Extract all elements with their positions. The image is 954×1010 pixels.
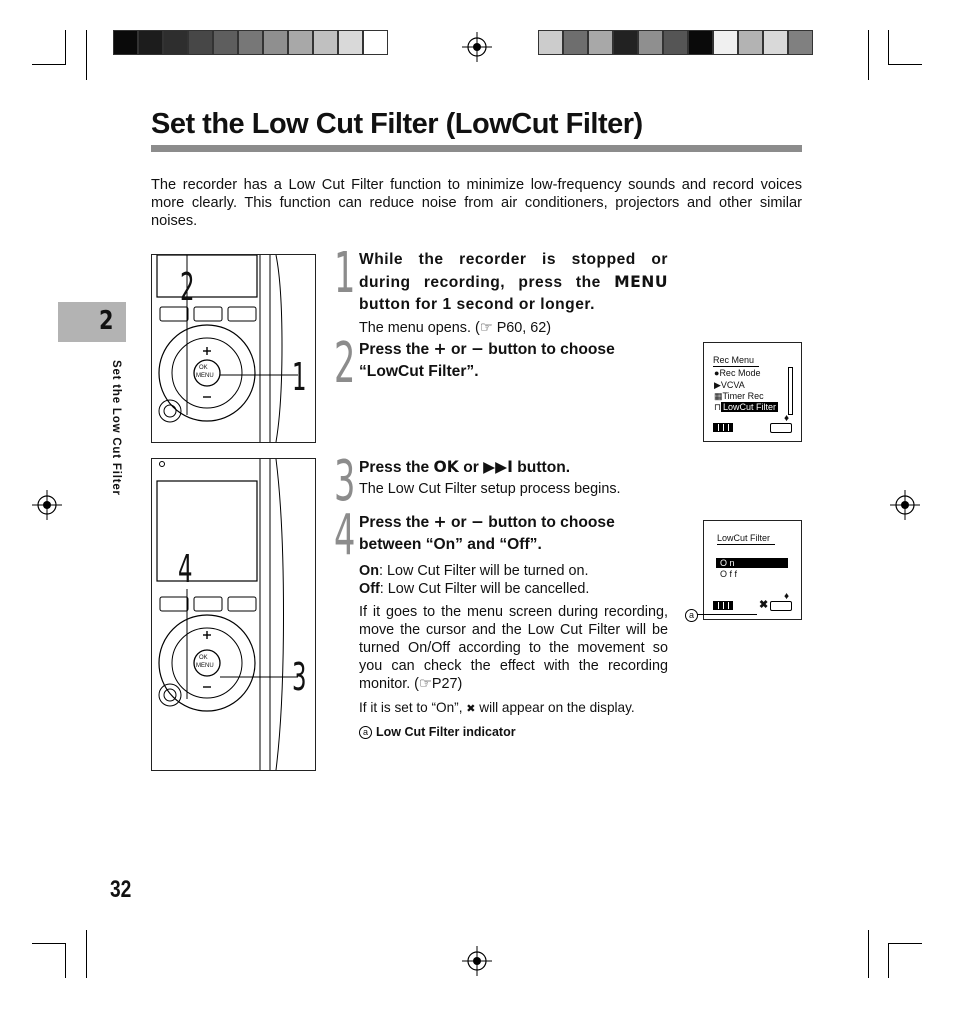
lcd-menu-title: Rec Menu (713, 355, 755, 365)
ok-button-label: OK (199, 365, 208, 371)
minus-key-icon: − (470, 340, 484, 358)
step-number-2: 2 (334, 331, 356, 396)
step-1-body: The menu opens. (☞ P60, 62) (359, 320, 552, 336)
timer-icon: ▦ (714, 391, 723, 401)
memory-icon (770, 601, 792, 611)
step-4-note: If it goes to the menu screen during recording, move the cursor and the Low Cut Filter will be turned On/Off according to the movement so you can check the effect with the recording monitor. (☞P27) (359, 604, 668, 692)
crop-mark (65, 944, 66, 978)
color-swatch (363, 30, 388, 55)
color-swatch (138, 30, 163, 55)
color-swatch (613, 30, 638, 55)
chapter-number: 2 (99, 306, 114, 336)
recorder-illustration (152, 459, 315, 770)
lowcut-icon: ⊓ (714, 402, 722, 412)
lowcut-indicator-icon: ✖ (466, 703, 476, 715)
crop-mark (32, 64, 66, 65)
registration-mark-icon (890, 490, 920, 520)
crop-mark (888, 64, 922, 65)
crop-mark (868, 930, 869, 978)
figure-label-2: 2 (180, 265, 195, 309)
color-swatch (663, 30, 688, 55)
page-title: Set the Low Cut Filter (LowCut Filter) (151, 108, 643, 140)
crop-mark (32, 943, 66, 944)
lcd-menu-item: ●Rec Mode (714, 368, 761, 378)
step-1-heading: While the recorder is stopped or during recording, press the MENU button for 1 second or longer. (359, 251, 668, 313)
recorder-illustration (152, 255, 315, 442)
minus-key-icon: − (470, 513, 484, 531)
lcd-option-off: O f f (720, 569, 738, 579)
lcd-rec-menu (703, 342, 802, 442)
step-number-1: 1 (334, 241, 356, 306)
figure-label-4: 4 (178, 547, 193, 591)
crop-mark (888, 944, 889, 978)
color-swatch (788, 30, 813, 55)
color-bar-left (113, 30, 388, 55)
step-4-heading: Press the + or − button to choose between “On” and “Off”. (359, 513, 615, 553)
color-swatch (763, 30, 788, 55)
menu-button-label: MENU (196, 373, 214, 379)
color-swatch (563, 30, 588, 55)
color-swatch (588, 30, 613, 55)
mic-sensitivity-icon: ♦ (784, 413, 790, 424)
crop-mark (868, 30, 869, 80)
registration-mark-icon (462, 946, 492, 976)
memory-icon (770, 423, 792, 433)
intro-paragraph: The recorder has a Low Cut Filter function to minimize low-frequency sounds and record voices more clearly. This function can reduce noise from air conditioners, projectors and other similar noises. (151, 177, 802, 229)
step-4-off: Off: Low Cut Filter will be cancelled. (359, 581, 590, 597)
crop-mark (86, 30, 87, 80)
lcd-menu-item: ⊓ LowCut Filter (714, 402, 777, 412)
crop-mark (888, 943, 922, 944)
step-4-on: On: Low Cut Filter will be turned on. (359, 563, 589, 579)
plus-key-icon: + (433, 340, 447, 358)
lcd-menu-item: ▦Timer Rec (714, 391, 764, 401)
battery-icon (713, 601, 733, 610)
menu-key-label: MENU (614, 273, 668, 291)
color-swatch (263, 30, 288, 55)
title-underline (151, 145, 802, 152)
battery-icon (713, 423, 733, 432)
chapter-label: Set the Low Cut Filter (110, 360, 122, 496)
color-swatch (713, 30, 738, 55)
color-swatch (113, 30, 138, 55)
ok-key-label: OK (433, 458, 459, 476)
lcd-lowcut-filter (703, 520, 802, 620)
lcd-option-on: O n (716, 558, 788, 568)
chapter-tab (58, 302, 126, 342)
menu-button-label: MENU (196, 663, 214, 669)
crop-mark (65, 30, 66, 64)
lcd-menu-item: ▶VCVA (714, 380, 745, 390)
callout-marker: a (359, 726, 372, 739)
device-figure-bottom (151, 458, 316, 771)
mic-dot-icon: ● (714, 368, 720, 378)
color-swatch (538, 30, 563, 55)
page-number: 32 (110, 876, 132, 903)
registration-mark-icon (462, 32, 492, 62)
figure-label-3: 3 (292, 655, 307, 699)
caption-lowcut-indicator: a Low Cut Filter indicator (359, 725, 516, 739)
lowcut-indicator-icon: ✖ (759, 599, 769, 611)
registration-mark-icon (32, 490, 62, 520)
lcd-title-underline (713, 366, 759, 367)
color-swatch (288, 30, 313, 55)
lcd-lowcut-title: LowCut Filter (717, 533, 771, 543)
color-swatch (163, 30, 188, 55)
step-number-3: 3 (334, 449, 356, 514)
step-2-heading: Press the + or − button to choose “LowCut Filter”. (359, 340, 615, 380)
lcd-scrollbar (788, 367, 793, 415)
color-swatch (188, 30, 213, 55)
step-number-4: 4 (334, 503, 356, 568)
color-swatch (738, 30, 763, 55)
crop-mark (86, 930, 87, 978)
color-bar-right (538, 30, 813, 55)
step-4-note2: If it is set to “On”, ✖ will appear on the display. (359, 700, 635, 715)
lcd-title-underline (717, 544, 775, 545)
color-swatch (688, 30, 713, 55)
plus-key-icon: + (433, 513, 447, 531)
mic-sensitivity-icon: ♦ (784, 591, 790, 602)
vcva-icon: ▶ (714, 380, 721, 390)
crop-mark (888, 30, 889, 64)
ok-button-label: OK (199, 655, 208, 661)
step-3-body: The Low Cut Filter setup process begins. (359, 481, 621, 497)
lcd-callout-line (697, 614, 757, 615)
color-swatch (213, 30, 238, 55)
color-swatch (338, 30, 363, 55)
reference-icon: ☞ (479, 320, 493, 336)
color-swatch (313, 30, 338, 55)
figure-label-1: 1 (292, 355, 307, 399)
fast-forward-icon: ▶▶I (483, 458, 513, 476)
step-3-heading: Press the OK or ▶▶I button. (359, 458, 571, 476)
color-swatch (238, 30, 263, 55)
device-figure-top (151, 254, 316, 443)
lcd-callout-marker: a (685, 609, 698, 622)
color-swatch (638, 30, 663, 55)
